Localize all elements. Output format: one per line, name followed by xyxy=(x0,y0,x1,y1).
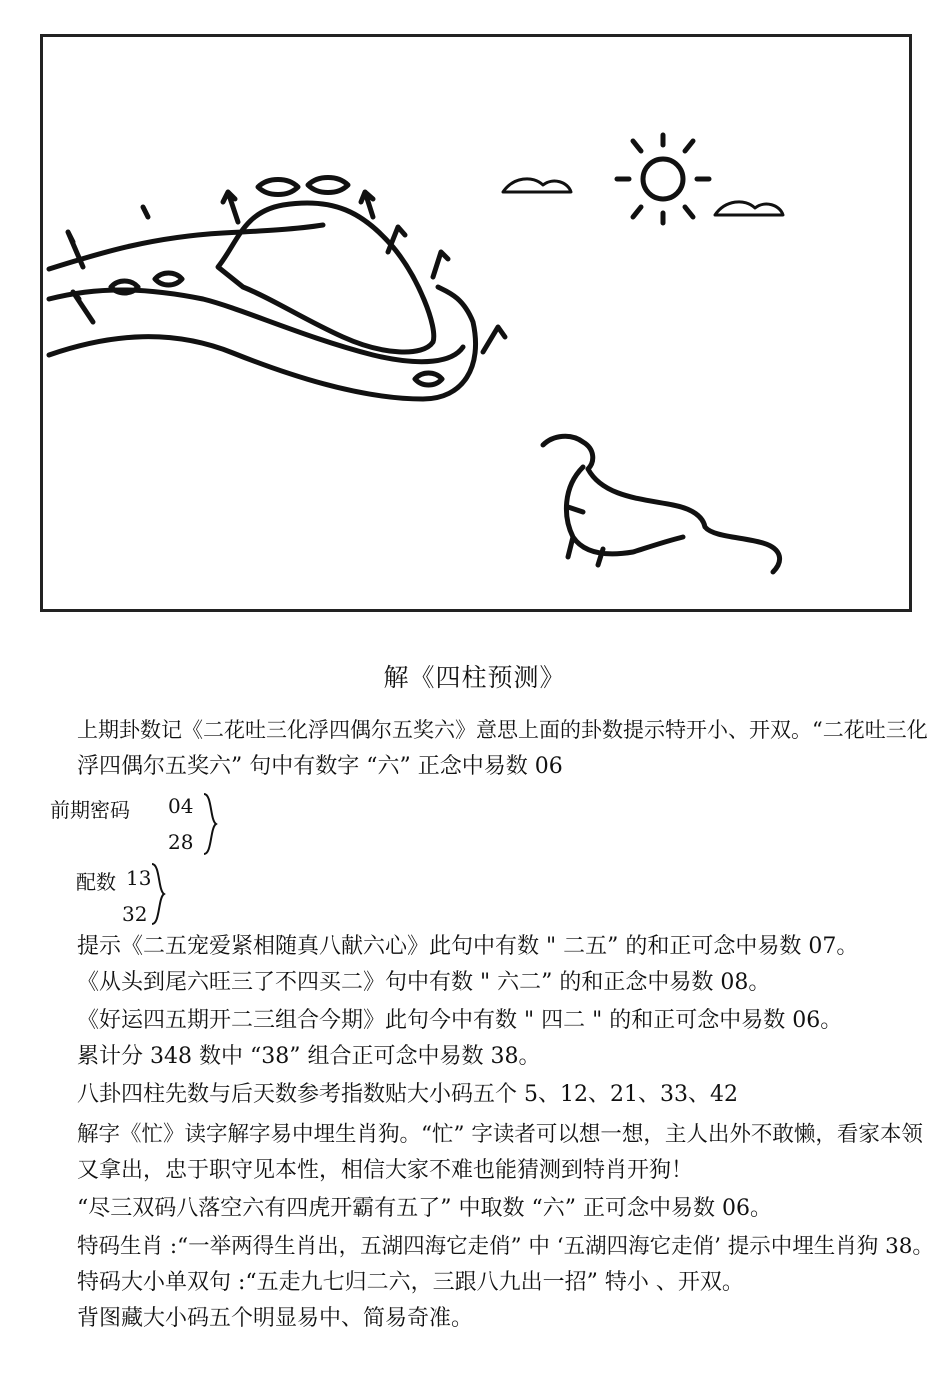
sun xyxy=(643,159,683,199)
text-line-11: 背图藏大小码五个明显易中、简易奇准。 xyxy=(77,1306,474,1331)
intro-line-1: 上期卦数记《二花吐三化浮四偶尔五奖六》意思上面的卦数提示特开小、开双。“二花吐三化 xyxy=(77,718,928,742)
brace-icon xyxy=(148,862,168,926)
pairing-value-1: 13 xyxy=(126,866,152,890)
sprout-4 xyxy=(433,252,448,277)
sun-rays xyxy=(617,135,709,223)
text-line-8: “尽三双码八落空六有四虎开霸有五了” 中取数 “六” 正可念中易数 06。 xyxy=(77,1196,772,1221)
page-title: 解《四柱预测》 xyxy=(383,663,566,692)
text-line-1: 提示《二五宠爱紧相随真八献六心》此句中有数 " 二五” 的和正可念中易数 07。 xyxy=(77,934,859,959)
eye-mark-2 xyxy=(308,178,348,193)
intro-line-2: 浮四偶尔五奖六” 句中有数字 “六” 正念中易数 06 xyxy=(77,754,563,779)
text-line-3: 《好运四五期开二三组合今期》此句今中有数 " 四二 " 的和正可念中易数 06。 xyxy=(77,1008,843,1033)
text-line-2: 《从头到尾六旺三了不四买二》句中有数 " 六二” 的和正念中易数 08。 xyxy=(77,970,771,995)
text-line-6: 解字《忙》读字解字易中埋生肖狗。“忙” 字读者可以想一想，主人出外不敢懒，看家本领 xyxy=(77,1122,923,1147)
illustration-frame xyxy=(40,34,912,612)
hill-outline xyxy=(218,203,434,352)
sprout-1 xyxy=(223,192,238,222)
eye-mark-4 xyxy=(155,273,182,285)
previous-code-label: 前期密码 xyxy=(50,798,130,822)
sprout-5 xyxy=(483,327,505,352)
path-outline-lower xyxy=(49,287,476,399)
text-line-10: 特码大小单双句 :“五走九七归二六，三跟八九出一招” 特小 、开双。 xyxy=(77,1270,744,1295)
brace-icon xyxy=(200,792,220,856)
text-line-5: 八卦四柱先数与后天数参考指数贴大小码五个 5、12、21、33、42 xyxy=(77,1082,738,1107)
puzzle-illustration xyxy=(43,37,909,609)
dog-figure xyxy=(543,436,780,572)
previous-code-value-1: 04 xyxy=(168,794,194,818)
eye-mark-1 xyxy=(258,180,298,195)
cloud-1 xyxy=(503,179,571,192)
text-line-4: 累计分 348 数中 “38” 组合正可念中易数 38。 xyxy=(77,1044,541,1069)
sprout-7 xyxy=(143,207,148,217)
sprout-2 xyxy=(361,192,373,217)
cloud-2 xyxy=(715,202,783,215)
pairing-value-2: 32 xyxy=(122,902,148,926)
text-line-9: 特码生肖 :“一举两得生肖出，五湖四海它走俏” 中 ‘五湖四海它走俏’ 提示中埋生肖狗 38。 xyxy=(77,1234,934,1259)
pairing-label: 配数 xyxy=(76,870,116,894)
path-outline-upper xyxy=(49,225,323,269)
previous-code-value-2: 28 xyxy=(168,830,194,854)
eye-mark-5 xyxy=(415,373,442,385)
eye-mark-3 xyxy=(111,281,138,293)
text-line-7: 又拿出，忠于职守见本性，相信大家不难也能猜测到特肖开狗！ xyxy=(77,1158,694,1183)
sprout-8 xyxy=(73,292,93,322)
